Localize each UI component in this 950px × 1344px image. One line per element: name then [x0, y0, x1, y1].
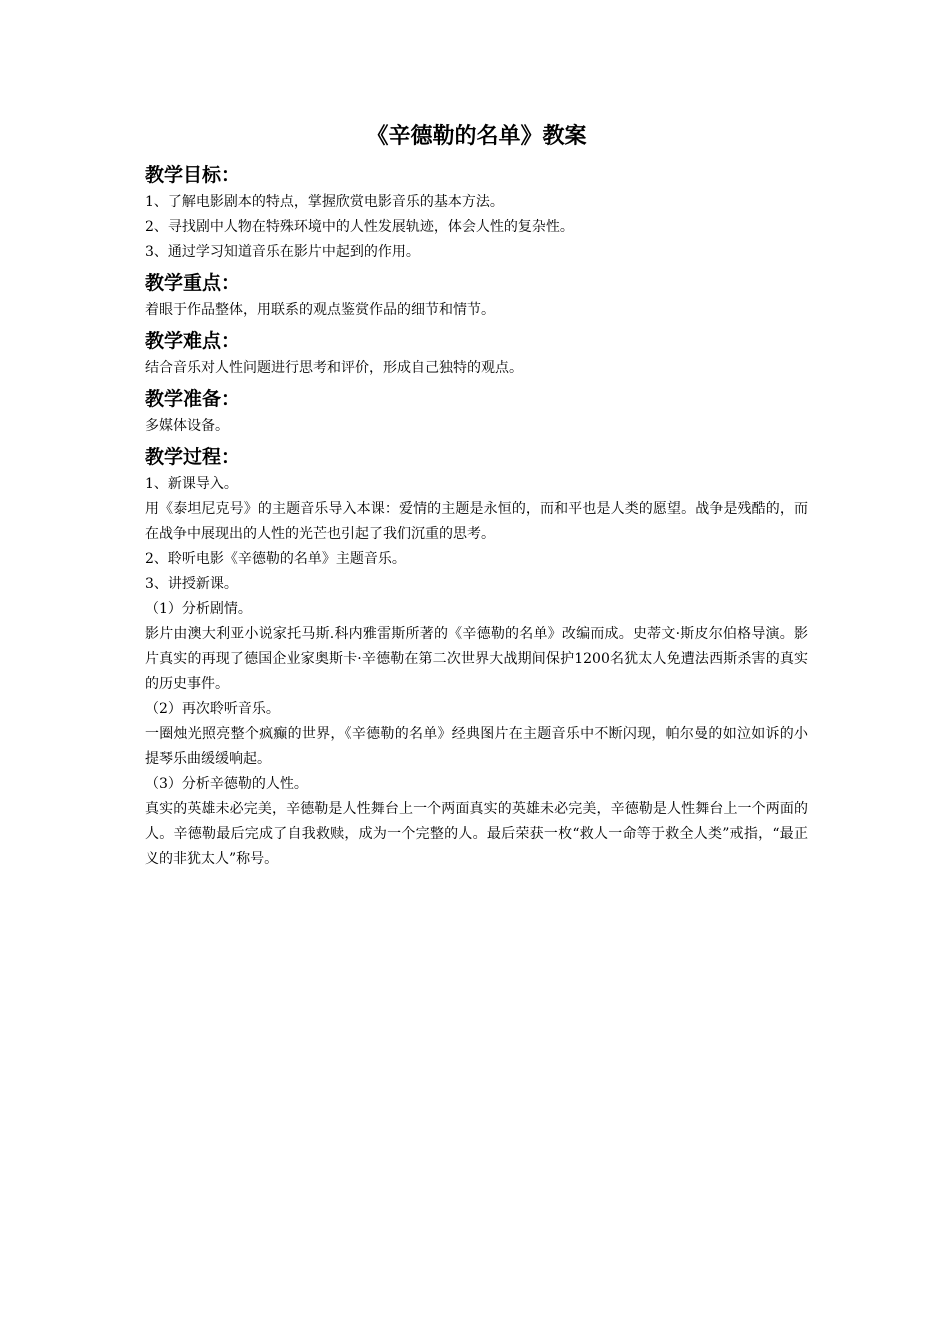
paragraph: 2、聆听电影《辛德勒的名单》主题音乐。	[145, 551, 406, 567]
paragraph: （2）再次聆听音乐。	[145, 701, 280, 717]
section-objectives	[145, 160, 808, 265]
paragraph: 真实的英雄未必完美，辛德勒是人性舞台上一个两面真实的英雄未必完美，辛德勒是人性舞台上一个两面的人。辛德勒最后完成了自我救赎，成为一个完整的人。最后荣获一枚“救人一命等于救全人类”戒指，“最正义的非犹太人”称号。	[145, 801, 808, 867]
paragraph: 3、讲授新课。	[145, 576, 238, 592]
paragraph: 着眼于作品整体，用联系的观点鉴赏作品的细节和情节。	[145, 302, 495, 318]
paragraph: 一圈烛光照亮整个疯癫的世界，《辛德勒的名单》经典图片在主题音乐中不断闪现，帕尔曼的如泣如诉的小提琴乐曲缓缓响起。	[145, 726, 808, 767]
paragraph: 2、寻找剧中人物在特殊环境中的人性发展轨迹，体会人性的复杂性。	[145, 219, 574, 235]
paragraph: （1）分析剧情。	[145, 601, 252, 617]
paragraph: 1、新课导入。	[145, 476, 238, 492]
section-heading: 教学重点：	[145, 272, 241, 294]
paragraph: 结合音乐对人性问题进行思考和评价，形成自己独特的观点。	[145, 360, 523, 376]
section-preparation	[145, 384, 808, 439]
paragraph: 用《泰坦尼克号》的主题音乐导入本课：爱情的主题是永恒的，而和平也是人类的愿望。战争是残酷的，而在战争中展现出的人性的光芒也引起了我们沉重的思考。	[145, 501, 808, 542]
section-process	[145, 442, 808, 872]
paragraph: 影片由澳大利亚小说家托马斯.科内雅雷斯所著的《辛德勒的名单》改编而成。史蒂文·斯皮尔伯格导演。影片真实的再现了德国企业家奥斯卡·辛德勒在第二次世界大战期间保护1200名犹太人免遭法西斯杀害的真实的历史事件。	[145, 626, 808, 692]
section-heading: 教学难点：	[145, 330, 241, 352]
section-difficulties	[145, 326, 808, 381]
paragraph: 多媒体设备。	[145, 418, 229, 434]
document-page	[145, 120, 808, 872]
section-key-points	[145, 268, 808, 323]
paragraph: （3）分析辛德勒的人性。	[145, 776, 308, 792]
document-title: 《辛德勒的名单》教案	[366, 124, 587, 149]
section-heading: 教学目标：	[145, 164, 241, 186]
paragraph: 1、了解电影剧本的特点，掌握欣赏电影音乐的基本方法。	[145, 194, 504, 210]
paragraph: 3、通过学习知道音乐在影片中起到的作用。	[145, 244, 420, 260]
section-heading: 教学过程：	[145, 446, 241, 468]
section-heading: 教学准备：	[145, 388, 241, 410]
